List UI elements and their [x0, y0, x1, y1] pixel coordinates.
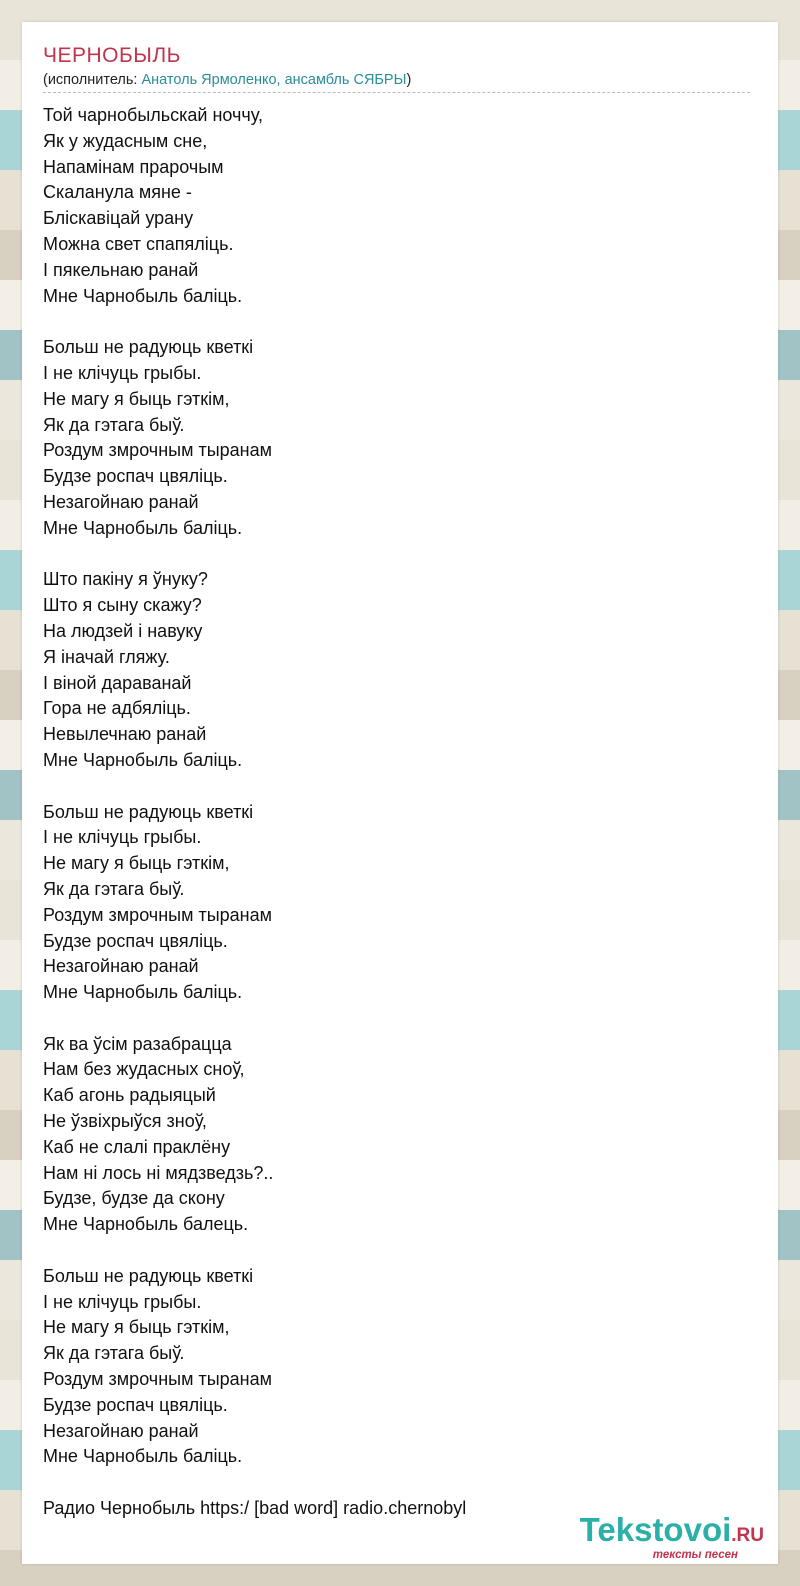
- lyric-line: Нам без жудасных сноў,: [43, 1059, 245, 1080]
- lyric-line: Мне Чарнобыль баліць.: [43, 982, 243, 1003]
- stanza-3: [43, 567, 466, 773]
- lyric-line: Гора не адбяліць.: [43, 698, 191, 719]
- lyric-line: Незагойнаю ранай: [43, 491, 199, 512]
- lyrics-footer-note: Радио Чернобыль https:/ [bad word] radio.chernobyl: [43, 1498, 467, 1519]
- stanza-2: [43, 335, 466, 541]
- lyric-line: Мне Чарнобыль баліць.: [43, 749, 243, 770]
- lyric-line: Нам ні лось ні мядзведзь?..: [43, 1162, 274, 1183]
- lyric-line: Роздум змрочным тыранам: [43, 904, 272, 925]
- logo-name: Tekstovoi: [579, 1511, 732, 1548]
- lyric-line: Роздум змрочным тыранам: [43, 1369, 272, 1390]
- lyric-line: І не клічуць грыбы.: [43, 827, 202, 848]
- lyrics-page: [22, 22, 778, 1564]
- lyric-line: На людзей і навуку: [43, 620, 203, 641]
- logo-tagline: тексты песен: [652, 1549, 738, 1561]
- performer-info: [43, 72, 411, 88]
- lyric-line: Як да гэтага быў.: [43, 1343, 185, 1364]
- lyric-line: Больш не радуюць кветкі: [43, 337, 254, 358]
- logo-wordmark: [580, 1513, 764, 1552]
- song-title: ЧЕРНОБЫЛЬ: [43, 44, 181, 67]
- performer-prefix: (исполнитель:: [43, 72, 142, 88]
- lyrics-body: [43, 103, 466, 1522]
- lyric-line: Скаланула мяне -: [43, 182, 192, 203]
- lyric-line: Той чарнобыльскай ноччу,: [43, 105, 263, 125]
- lyric-line: Не ўзвіхрыўся зноў,: [43, 1111, 207, 1132]
- lyric-line: Не магу я быць гэткім,: [43, 388, 230, 409]
- lyric-line: Мне Чарнобыль баліць.: [43, 1446, 243, 1467]
- lyric-line: Як да гэтага быў.: [43, 878, 185, 899]
- lyric-line: І не клічуць грыбы.: [43, 362, 202, 383]
- lyric-line: Больш не радуюць кветкі: [43, 801, 254, 822]
- lyric-line: І віной дараванай: [43, 672, 192, 693]
- lyric-line: Што я сыну скажу?: [43, 595, 202, 616]
- lyric-line: Будзе роспач цвяліць.: [43, 930, 228, 951]
- tekstovoi-logo[interactable]: [580, 1513, 764, 1561]
- lyric-line: Мне Чарнобыль балець.: [43, 1214, 249, 1235]
- lyric-line: Будзе роспач цвяліць.: [43, 1394, 228, 1415]
- lyric-line: Больш не радуюць кветкі: [43, 1265, 254, 1286]
- lyric-line: Як ва ўсім разабрацца: [43, 1033, 232, 1054]
- performer-suffix: ): [406, 72, 412, 88]
- lyric-line: Як да гэтага быў.: [43, 414, 185, 435]
- lyric-line: Будзе, будзе да скону: [43, 1188, 225, 1209]
- lyric-line: Бліскавіцай урану: [43, 208, 194, 229]
- stanza-6: [43, 1264, 466, 1470]
- logo-tld: .RU: [731, 1525, 764, 1546]
- lyric-line: Напамінам прарочым: [43, 156, 224, 177]
- lyric-line: Незагойнаю ранай: [43, 956, 199, 977]
- lyric-line: І не клічуць грыбы.: [43, 1291, 202, 1312]
- lyric-line: Што пакіну я ўнуку?: [43, 569, 208, 590]
- lyric-line: І пякельнаю ранай: [43, 259, 199, 280]
- stanza-5: [43, 1032, 466, 1238]
- lyric-line: Можна свет спапяліць.: [43, 233, 234, 254]
- title-divider: [43, 92, 750, 93]
- performer-link[interactable]: Анатоль Ярмоленко, ансамбль СЯБРЫ: [141, 72, 407, 88]
- stanza-1: [43, 103, 466, 309]
- lyric-line: Мне Чарнобыль баліць.: [43, 285, 243, 306]
- lyric-line: Я іначай гляжу.: [43, 646, 170, 667]
- lyric-line: Невылечнаю ранай: [43, 724, 207, 745]
- lyric-line: Не магу я быць гэткім,: [43, 853, 230, 874]
- lyric-line: Не магу я быць гэткім,: [43, 1317, 230, 1338]
- lyric-line: Каб агонь радыяцый: [43, 1085, 216, 1106]
- lyric-line: Каб не слалі праклёну: [43, 1136, 231, 1157]
- lyric-line: Роздум змрочным тыранам: [43, 440, 272, 461]
- lyric-line: Як у жудасным сне,: [43, 130, 208, 151]
- stanza-4: [43, 800, 466, 1006]
- lyric-line: Незагойнаю ранай: [43, 1420, 199, 1441]
- lyric-line: Будзе роспач цвяліць.: [43, 466, 228, 487]
- lyric-line: Мне Чарнобыль баліць.: [43, 517, 243, 538]
